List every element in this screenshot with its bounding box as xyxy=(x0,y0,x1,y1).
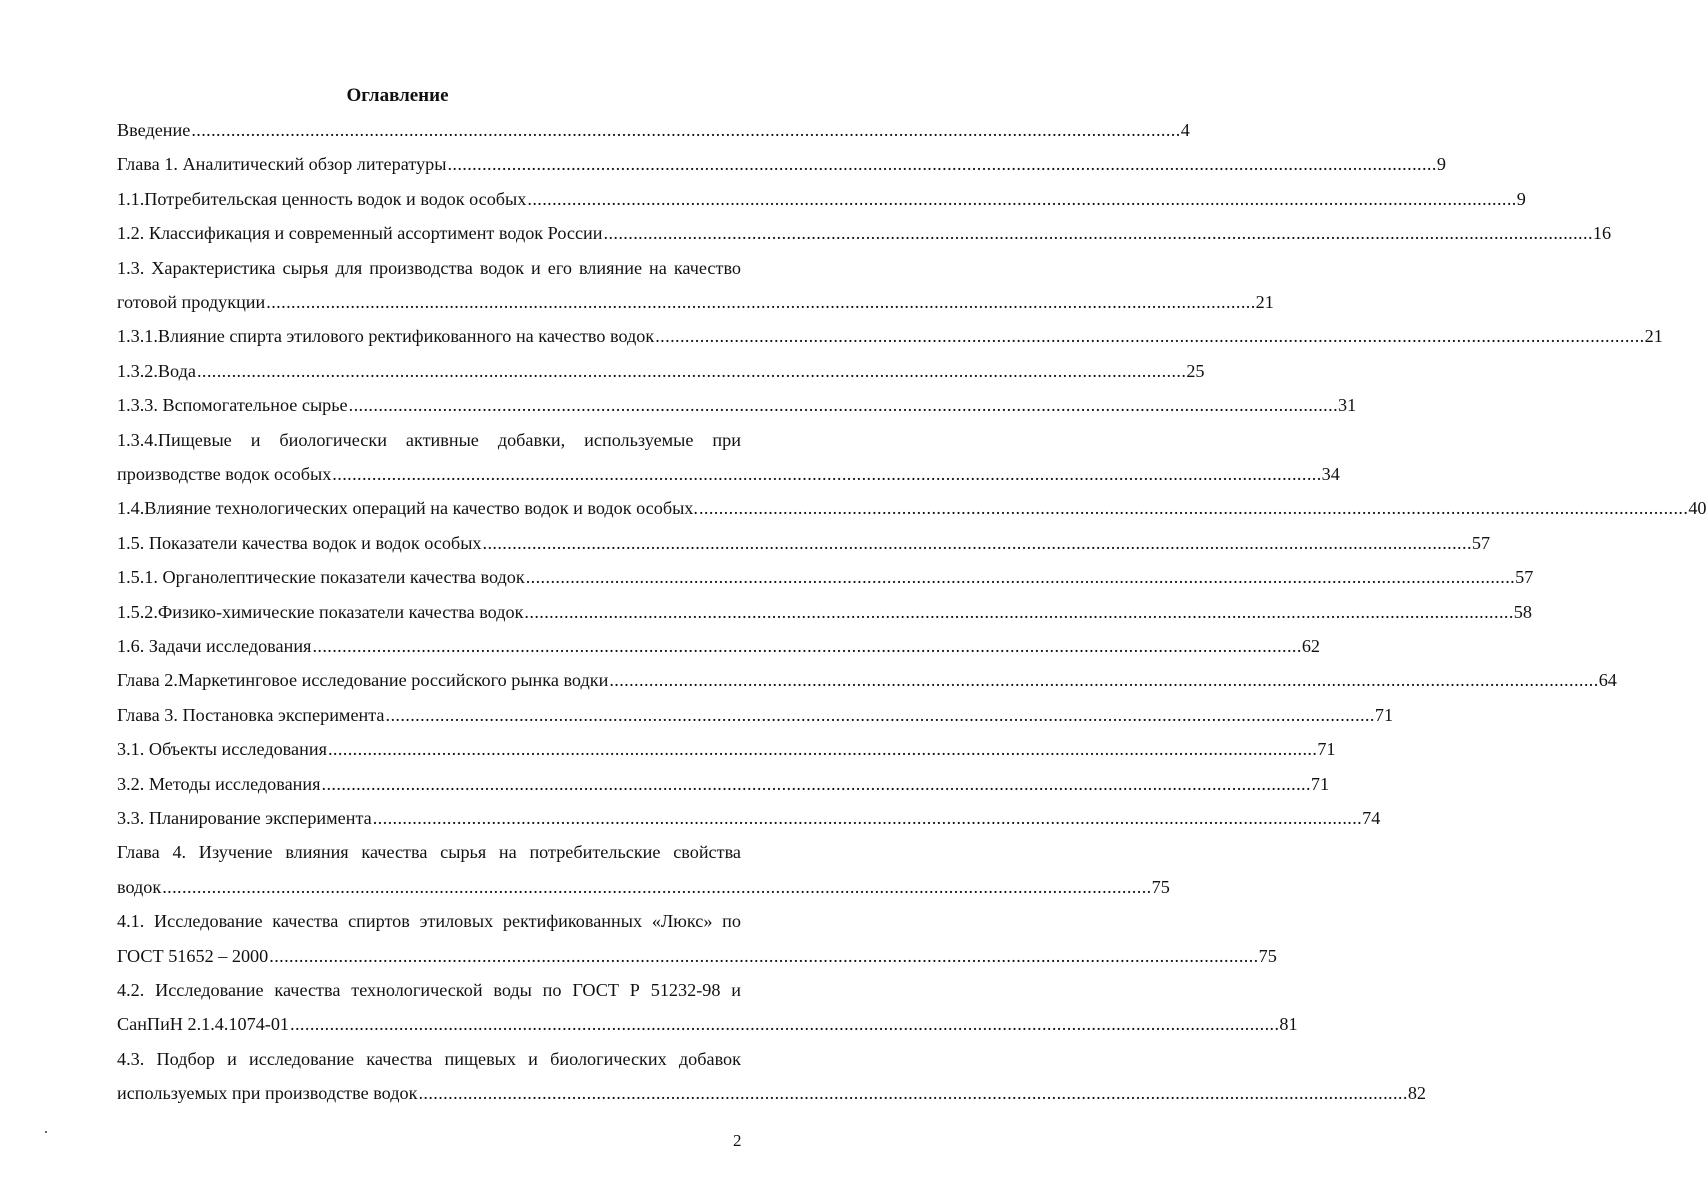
toc-entry-first-line: 1.3.4.Пищевые и биологически активные добавки, используемые при xyxy=(117,429,741,450)
toc-entry-line xyxy=(117,358,1205,384)
toc-entry-title: 1.4.Влияние технологических операций на качество водок и водок особых. xyxy=(117,498,698,519)
toc-dot-leader: ........................................................................................................................................................................................................ xyxy=(162,876,1152,897)
toc-dot-leader: ........................................................................................................................................................................................................ xyxy=(312,636,1302,656)
toc-entry-line xyxy=(117,117,1190,143)
toc-entry-first-line: 1.3. Характеристика сырья для производства водок и его влияние на качество xyxy=(117,257,741,278)
toc-entry-line xyxy=(117,220,1612,246)
toc-dot-leader: ........................................................................................................................................................................................................ xyxy=(348,395,1339,416)
toc-entry-line xyxy=(117,151,1446,177)
toc-entry-title: Глава 2.Маркетинговое исследование российского рынка водки xyxy=(117,670,609,691)
toc-dot-leader: ........................................................................................................................................................................................................ xyxy=(290,1014,1280,1035)
toc-entry-page: 75 xyxy=(1258,945,1277,966)
toc-entry-line xyxy=(117,289,1274,315)
toc-entry-title: 1.5.2.Физико-химические показатели качества водок xyxy=(117,601,524,622)
toc-entry xyxy=(117,771,1330,797)
toc-entry-title: 3.2. Методы исследования xyxy=(117,773,321,794)
page-number: 2 xyxy=(733,1131,742,1150)
toc-entry-line xyxy=(117,874,1170,900)
toc-entry xyxy=(117,427,1340,487)
toc-entry xyxy=(117,805,1381,831)
toc-entry xyxy=(117,255,1274,315)
toc-entry-title: 1.3.2.Вода xyxy=(117,360,196,381)
toc-entry-page: 71 xyxy=(1310,773,1330,794)
toc-entry xyxy=(117,667,1617,693)
toc-dot-leader: ........................................................................................................................................................................................................ xyxy=(482,532,1472,553)
toc-entry-title: водок xyxy=(117,876,162,897)
toc-dot-leader: ........................................................................................................................................................................................................ xyxy=(418,1083,1408,1104)
toc-entry-title: используемых при производстве водок xyxy=(117,1083,418,1104)
toc-entry xyxy=(117,736,1336,762)
toc-entry-line xyxy=(117,530,1491,556)
toc-entry-title: 3.3. Планирование эксперимента xyxy=(117,808,372,828)
toc-entry xyxy=(117,220,1612,246)
toc-dot-leader: ........................................................................................................................................................................................................ xyxy=(447,154,1437,175)
toc-entry xyxy=(117,117,1190,143)
toc-dot-leader: ........................................................................................................................................................................................................ xyxy=(327,739,1318,760)
toc-entry-line xyxy=(117,633,1320,659)
toc-dot-leader: ........................................................................................................................................................................................................ xyxy=(524,601,1514,622)
toc-entry-page: 71 xyxy=(1374,704,1394,725)
toc-dot-leader: ........................................................................................................................................................................................................ xyxy=(191,120,1181,140)
toc-entry-title: ГОСТ 51652 – 2000 xyxy=(117,945,269,966)
toc-entry xyxy=(117,977,1298,1037)
toc-entry xyxy=(117,530,1491,556)
toc-entry-line xyxy=(117,392,1357,418)
toc-entry-page: 75 xyxy=(1151,876,1170,897)
toc-entry-page: 21 xyxy=(1255,291,1274,312)
toc-entry-first-line: 4.2. Исследование качества технологической воды по ГОСТ Р 51232-98 и xyxy=(117,980,741,1000)
toc-entry xyxy=(117,151,1446,177)
toc-entry xyxy=(117,495,1707,521)
toc-entry xyxy=(117,633,1320,659)
toc-entry-title: СанПиН 2.1.4.1074-01 xyxy=(117,1014,290,1035)
toc-entry-line xyxy=(117,461,1340,487)
scan-speck xyxy=(45,1131,47,1133)
toc-entry-first-line: 4.1. Исследование качества спиртов этиловых ректификованных «Люкс» по xyxy=(117,911,741,932)
toc-entry-page: 31 xyxy=(1338,395,1357,416)
toc-entry-title: производстве водок особых xyxy=(117,463,332,484)
toc-entry-title: 1.1.Потребительская ценность водок и водок особых xyxy=(117,188,527,209)
toc-entry-page: 21 xyxy=(1644,326,1663,347)
toc-entry-page: 81 xyxy=(1279,1014,1298,1035)
toc-entry-title: Глава 1. Аналитический обзор литературы xyxy=(117,154,447,175)
toc-entry-first-line: 4.3. Подбор и исследование качества пищевых и биологических добавок xyxy=(117,1048,741,1069)
toc-entry-line xyxy=(117,323,1663,349)
toc-entry-line xyxy=(117,702,1394,728)
toc-entry-page: 25 xyxy=(1186,360,1205,381)
toc-entry-page: 71 xyxy=(1317,739,1336,760)
toc-dot-leader: ........................................................................................................................................................................................................ xyxy=(385,704,1375,725)
toc-entry xyxy=(117,908,1277,968)
toc-entry-page: 64 xyxy=(1598,670,1617,691)
toc-entry xyxy=(117,702,1394,728)
toc-dot-leader: ........................................................................................................................................................................................................ xyxy=(698,498,1689,519)
toc-entry xyxy=(117,186,1526,212)
toc-entry xyxy=(117,599,1532,625)
toc-entry xyxy=(117,358,1205,384)
toc-entry-line xyxy=(117,943,1277,969)
toc-entry xyxy=(117,323,1663,349)
toc-entry xyxy=(117,839,1170,899)
toc-dot-leader: ........................................................................................................................................................................................................ xyxy=(332,463,1322,484)
toc-entry-title: 1.3.3. Вспомогательное сырье xyxy=(117,395,348,416)
toc-dot-leader: ........................................................................................................................................................................................................ xyxy=(372,808,1363,828)
toc-entry-page: 9 xyxy=(1436,154,1446,175)
toc-dot-leader: ........................................................................................................................................................................................................ xyxy=(609,670,1599,691)
toc-entry-title: готовой продукции xyxy=(117,291,266,312)
toc-entry xyxy=(117,1046,1426,1106)
toc-entry-page: 40 xyxy=(1688,498,1707,519)
toc-entry-page: 74 xyxy=(1362,808,1381,828)
toc-dot-leader: ........................................................................................................................................................................................................ xyxy=(525,567,1516,588)
toc-entry-title: 1.6. Задачи исследования xyxy=(117,636,312,656)
toc-dot-leader: ........................................................................................................................................................................................................ xyxy=(269,945,1259,966)
toc-title: Оглавление xyxy=(346,85,449,106)
toc-entry-line xyxy=(117,805,1381,831)
toc-entry-page: 57 xyxy=(1515,567,1534,588)
toc-entry-title: 1.3.1.Влияние спирта этилового ректификованного на качество водок xyxy=(117,326,655,347)
toc-entry-page: 82 xyxy=(1407,1083,1426,1104)
toc-entry-line xyxy=(117,599,1532,625)
toc-entry-line xyxy=(117,186,1526,212)
toc-entry-page: 4 xyxy=(1180,120,1190,140)
toc-entry-line xyxy=(117,1011,1298,1037)
toc-dot-leader: ........................................................................................................................................................................................................ xyxy=(527,188,1517,209)
toc-entry-line xyxy=(117,564,1534,590)
toc-entry-first-line: Глава 4. Изучение влияния качества сырья на потребительские свойства xyxy=(117,842,741,863)
toc-entry-page: 9 xyxy=(1516,188,1526,209)
toc-entry-title: 1.5.1. Органолептические показатели качества водок xyxy=(117,567,525,588)
toc-entry-line xyxy=(117,1080,1426,1106)
toc-entry xyxy=(117,392,1357,418)
toc-entry-line xyxy=(117,495,1707,521)
toc-dot-leader: ........................................................................................................................................................................................................ xyxy=(603,223,1593,244)
toc-entry-title: 1.2. Классификация и современный ассортимент водок России xyxy=(117,223,603,244)
toc-entry-page: 58 xyxy=(1513,601,1532,622)
toc-entry xyxy=(117,564,1534,590)
toc-dot-leader: ........................................................................................................................................................................................................ xyxy=(321,773,1311,794)
toc-entry-line xyxy=(117,771,1330,797)
toc-entry-page: 34 xyxy=(1321,463,1340,484)
toc-entry-line xyxy=(117,736,1336,762)
toc-entry-line xyxy=(117,667,1617,693)
toc-entry-page: 16 xyxy=(1592,223,1612,244)
toc-dot-leader: ........................................................................................................................................................................................................ xyxy=(655,326,1645,347)
toc-dot-leader: ........................................................................................................................................................................................................ xyxy=(266,291,1256,312)
toc-entry-title: Введение xyxy=(117,120,191,140)
toc-dot-leader: ........................................................................................................................................................................................................ xyxy=(196,360,1187,381)
toc-entry-page: 62 xyxy=(1301,636,1320,656)
toc-entry-title: Глава 3. Постановка эксперимента xyxy=(117,704,385,725)
toc-entry-title: 3.1. Объекты исследования xyxy=(117,739,327,760)
toc-entry-page: 57 xyxy=(1471,532,1491,553)
toc-entry-title: 1.5. Показатели качества водок и водок особых xyxy=(117,532,482,553)
